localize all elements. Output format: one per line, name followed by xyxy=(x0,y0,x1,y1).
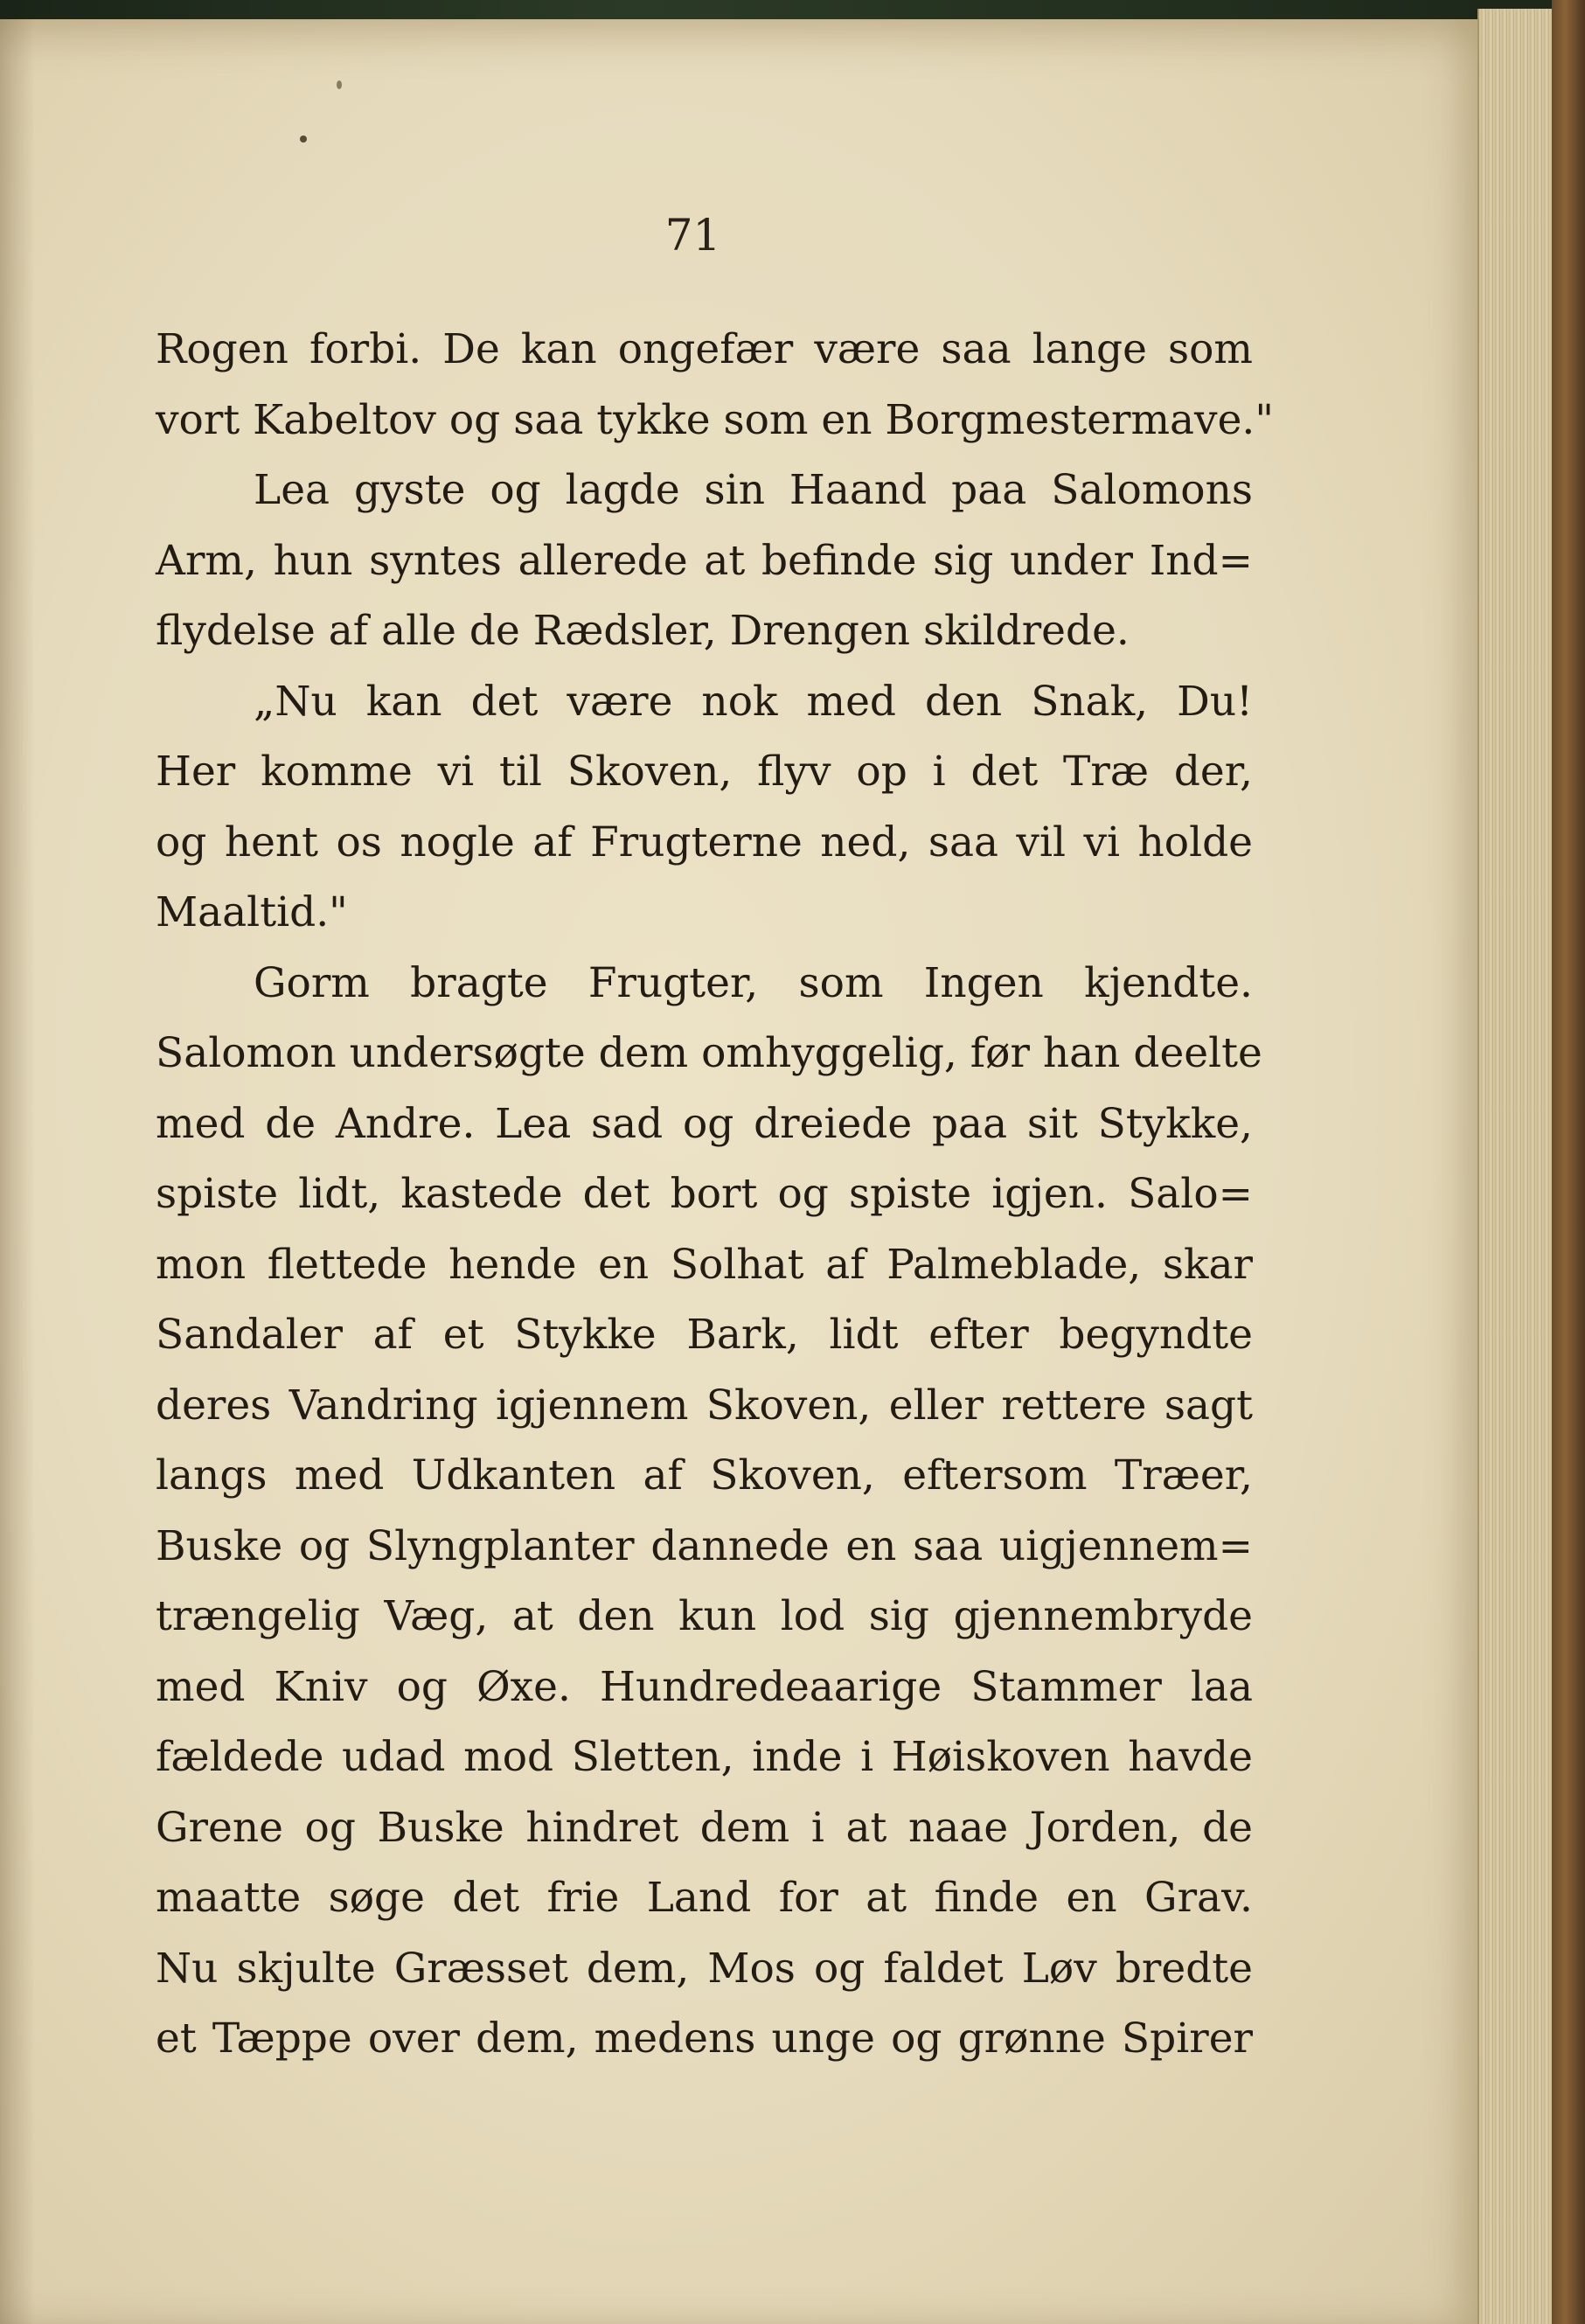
text-line: med Kniv og Øxe. Hundredeaarige Stammer laa xyxy=(156,1662,1253,1711)
text-line: „Nu kan det være nok med den Snak, Du! xyxy=(254,677,1253,726)
text-line: Nu skjulte Græsset dem, Mos og faldet Løv bredte xyxy=(156,1944,1253,1993)
text-line: Arm, hun syntes allerede at befinde sig under Ind= xyxy=(156,536,1253,585)
text-line: trængelig Væg, at den kun lod sig gjennembryde xyxy=(156,1592,1253,1640)
text-line: fældede udad mod Sletten, inde i Høiskoven havde xyxy=(156,1733,1253,1781)
text-line: Lea gyste og lagde sin Haand paa Salomons xyxy=(254,466,1253,514)
text-line: med de Andre. Lea sad og dreiede paa sit Stykke, xyxy=(156,1099,1253,1148)
paper-speck xyxy=(300,136,307,143)
text-line: Maaltid." xyxy=(156,888,348,936)
text-line: spiste lidt, kastede det bort og spiste igjen. Salo= xyxy=(156,1170,1253,1218)
text-line: mon flettede hende en Solhat af Palmeblade, skar xyxy=(156,1240,1253,1289)
gutter-shadow xyxy=(0,19,35,2324)
page-number: 71 xyxy=(664,210,721,261)
book-cover-edge xyxy=(1552,0,1585,2324)
text-line: Her komme vi til Skoven, flyv op i det Træ der, xyxy=(156,748,1253,796)
text-line: vort Kabeltov og saa tykke som en Borgmestermave." xyxy=(156,395,1274,444)
page-edges xyxy=(1477,9,1554,2324)
text-line: flydelse af alle de Rædsler, Drengen skildrede. xyxy=(156,607,1130,655)
text-line: Gorm bragte Frugter, som Ingen kjendte. xyxy=(254,958,1253,1007)
paper-speck xyxy=(337,80,342,89)
text-line: Grene og Buske hindret dem i at naae Jorden, de xyxy=(156,1803,1253,1852)
text-line: deres Vandring igjennem Skoven, eller rettere sagt xyxy=(156,1381,1253,1430)
text-line: maatte søge det frie Land for at finde en Grav. xyxy=(156,1874,1253,1922)
text-line: Sandaler af et Stykke Bark, lidt efter begyndte xyxy=(156,1311,1253,1359)
text-body xyxy=(156,315,1274,2075)
text-line: et Tæppe over dem, medens unge og grønne Spirer xyxy=(156,2014,1253,2063)
text-line: Salomon undersøgte dem omhyggelig, før han deelte xyxy=(156,1029,1262,1077)
text-line: langs med Udkanten af Skoven, eftersom Træer, xyxy=(156,1451,1253,1499)
text-line: og hent os nogle af Frugterne ned, saa vil vi holde xyxy=(156,818,1253,866)
text-line: Buske og Slyngplanter dannede en saa uigjennem= xyxy=(156,1521,1253,1570)
text-line: Rogen forbi. De kan ongefær være saa lange som xyxy=(156,325,1253,373)
